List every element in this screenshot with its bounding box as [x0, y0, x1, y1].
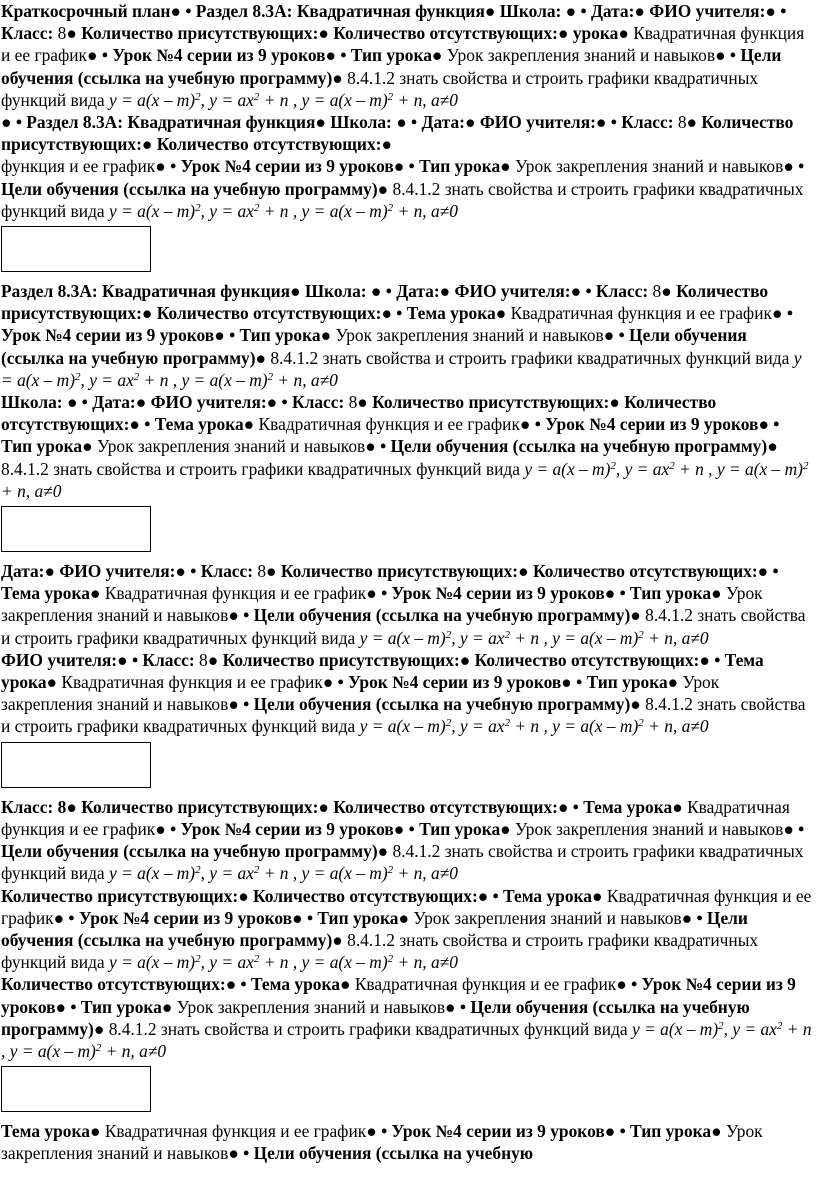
paragraph [0, 973, 812, 1062]
text-run: Цели обучения (ссылка на учебную [253, 1143, 534, 1164]
exponent: 2 [195, 201, 201, 214]
formula-text: + n , y = a(x – m) [259, 89, 388, 110]
text-run: ● • [771, 303, 793, 324]
formula-text: + n, a≠0 [273, 369, 338, 390]
formula-text: + n, a≠0 [1, 480, 62, 501]
formula-text: , y = ax [723, 1018, 777, 1039]
text-run: ● • [681, 907, 707, 928]
formula-text: + n , y = a(x – m) [510, 716, 639, 737]
text-run: Урок №4 серии из 9 уроков [545, 414, 759, 435]
formula-text: y = a(x – m) [109, 952, 196, 973]
formula-text: + n, a≠0 [643, 627, 709, 648]
formula-text: + n , y = a(x – m) [139, 369, 268, 390]
text-run: ● [459, 649, 475, 670]
text-run: Тип урока [630, 1121, 712, 1142]
text-run: Урок №4 серии из 9 уроков [348, 672, 562, 693]
text-run: ● • [393, 818, 420, 839]
formula-text: + n, a≠0 [643, 716, 709, 737]
exponent: 2 [267, 370, 274, 383]
text-run: ● [318, 23, 334, 44]
text-run: ● • [175, 561, 201, 582]
text-run: ● • [603, 325, 630, 346]
text-run: ● [339, 974, 355, 995]
text-run: ● • [266, 392, 292, 413]
text-run: Квадратичная функция и ее график [104, 583, 367, 604]
text-run: ● [711, 1121, 726, 1142]
text-run: Школа: [304, 281, 371, 302]
text-run: 8.4.1.2 знать свойства и строить графики квадратичных функций вида [1, 178, 804, 221]
text-run: Квадратичная функция и ее график [354, 974, 617, 995]
formula-text: + n , y = a(x – m) [510, 627, 639, 648]
text-run: 8.4.1.2 знать свойства и строить графики квадратичных функций вида [1, 67, 759, 110]
exponent: 2 [776, 1019, 783, 1032]
exponent: 2 [610, 459, 616, 472]
text-run: ● • [66, 392, 93, 413]
text-run: Класс: [200, 561, 258, 582]
text-run: 8.4.1.2 знать свойства и строить графики квадратичных функций вида [108, 1018, 633, 1039]
text-run: урока [572, 23, 619, 44]
text-run: Урок закрепления знаний и навыков [515, 818, 784, 839]
text-run: Тема урока [406, 303, 496, 324]
formula-text: + n , y = a(x – m) [1, 1018, 812, 1061]
text-run: 8.4.1.2 знать свойства и строить графики квадратичных функций вида [1, 605, 806, 648]
text-run: ● [238, 885, 254, 906]
text-run: ● • [228, 1143, 254, 1164]
text-run: ФИО учителя: [150, 392, 267, 413]
text-run: Урок закрепления знаний и навыков [515, 156, 784, 177]
text-run: ● [161, 996, 177, 1017]
exponent: 2 [195, 953, 201, 966]
text-run: ● [141, 134, 157, 155]
text-run: Дата: [92, 392, 136, 413]
text-run: ФИО учителя: [454, 281, 571, 302]
formula-text: y = a(x – m) [632, 1018, 719, 1039]
paragraph [0, 649, 812, 738]
text-run: ● • [228, 694, 254, 715]
formula-text: , y = ax [200, 863, 254, 884]
text-run: 8 [57, 796, 67, 817]
text-run: ● • [325, 45, 351, 66]
text-run: ● [398, 907, 414, 928]
text-run: Урок №4 серии из 9 уроков [78, 907, 293, 928]
text-run: Тип урока [419, 818, 501, 839]
text-run: ● [207, 649, 223, 670]
text-run: ● [484, 1, 500, 21]
text-run: ● [500, 818, 516, 839]
text-run: ● [255, 347, 271, 368]
paragraph [0, 796, 812, 885]
formula-text: , y = ax [451, 716, 505, 737]
blank-image-frame [1, 742, 151, 788]
text-run: Дата: [396, 281, 440, 302]
text-run: ● [464, 112, 480, 133]
text-run: ● [667, 672, 683, 693]
text-run: Урок №4 серии из 9 уроков [112, 45, 326, 66]
text-run: Тип урока [317, 907, 399, 928]
text-run: Тема урока [1, 649, 764, 693]
text-run: Количество присутствующих: [222, 649, 460, 670]
text-run: ● • [55, 996, 81, 1017]
text-run: 8.4.1.2 знать свойства и строить графики квадратичных функций вида [1, 841, 804, 884]
exponent: 2 [195, 90, 201, 103]
text-run: Цели обучения (ссылка на учебную программу) [1, 907, 748, 950]
text-run: Урок №4 серии из 9 уроков [1, 325, 215, 346]
text-run: Урок №4 серии из 9 уроков [391, 1121, 605, 1142]
text-run: Урок закрепления знаний и навыков [1, 672, 720, 715]
text-run: ● • [396, 112, 422, 133]
text-run: ● [243, 414, 259, 435]
text-run: ● • [228, 605, 254, 626]
text-run: Урок №4 серии из 9 уроков [180, 818, 394, 839]
exponent: 2 [445, 717, 452, 730]
text-run: функция и ее график [1, 156, 156, 177]
text-run: 8 [257, 561, 267, 582]
text-run: Класс: [621, 112, 678, 133]
formula-text: + n , y = a(x – m) [259, 863, 388, 884]
text-run: ● [500, 156, 516, 177]
text-run: ● [66, 796, 82, 817]
text-run: ● [672, 796, 688, 817]
text-run: Квадратичная функция и ее график [258, 414, 520, 435]
text-run: Цели обучения (ссылка на учебную программу) [1, 996, 750, 1039]
text-run: Урок закрепления знаний и навыков [176, 996, 446, 1017]
exponent: 2 [253, 864, 260, 877]
text-run: Урок закрепления знаний и навыков [96, 436, 366, 457]
text-run: Тип урока [586, 672, 668, 693]
text-run: ● • [765, 1, 787, 21]
text-run: Тема урока [503, 885, 592, 906]
exponent: 2 [669, 459, 675, 472]
text-run: Количество присутствующих: [1, 885, 239, 906]
blank-image-frame [1, 226, 151, 272]
text-run: Урок закрепления знаний и навыков [413, 907, 682, 928]
paragraph [0, 280, 812, 391]
text-run: Количество отсутствующих: [1, 974, 226, 995]
text-run: ● [66, 23, 82, 44]
text-run: ● • [557, 796, 584, 817]
text-run: ФИО учителя: [1, 649, 118, 670]
text-run: Урок закрепления знаний и навыков [335, 325, 604, 346]
formula-text: + n, a≠0 [393, 89, 458, 110]
exponent: 2 [504, 628, 510, 641]
text-run: ● [686, 112, 702, 133]
text-run: ● • [595, 112, 622, 133]
text-run: ● [381, 134, 392, 155]
text-run: Тип урока [419, 156, 501, 177]
text-run: Цели обучения (ссылка на учебную программу) [1, 178, 378, 199]
text-run: ● [46, 672, 62, 693]
text-run: Количество отсутствующих: [532, 561, 758, 582]
text-run: Количество присутствующих: [1, 281, 769, 324]
text-run: Дата: [590, 1, 635, 21]
blank-image-frame [1, 1066, 151, 1112]
exponent: 2 [387, 953, 394, 966]
text-run: Количество присутствующих: [372, 392, 610, 413]
text-run: ● [377, 841, 393, 862]
exponent: 2 [387, 90, 394, 103]
text-run: ● • [87, 45, 113, 66]
exponent: 2 [387, 864, 394, 877]
text-run: Квадратичная функция и ее график [104, 1121, 367, 1142]
paragraph [0, 111, 812, 222]
text-run: ● [357, 392, 373, 413]
formula-text: , y = ax [200, 89, 254, 110]
text-run: Квадратичная функция и ее график [510, 303, 772, 324]
text-run: Количество отсутствующих: [156, 303, 382, 324]
text-run: ● • [616, 974, 642, 995]
formula-text: y = a(x – m) [109, 863, 196, 884]
text-run: Квадратичная функция и ее график [1, 885, 812, 928]
formula-text: y = a(x – m) [359, 716, 446, 737]
text-run: 8 [348, 392, 358, 413]
text-run: ● • [53, 907, 79, 928]
text-run: Тип урока [350, 45, 432, 66]
text-run: ● • [370, 281, 397, 302]
text-run: ● • [565, 1, 591, 21]
formula-text: y = a(x – m) [109, 89, 196, 110]
formula-text: y = a(x – m) [1, 347, 802, 390]
exponent: 2 [75, 370, 81, 383]
text-run: 8 [677, 112, 687, 133]
exponent: 2 [95, 1041, 102, 1054]
text-run: ● • [519, 414, 546, 435]
text-run: Квадратичная функция и ее график [61, 672, 323, 693]
text-run: Тип урока [80, 996, 162, 1017]
paragraph [0, 1120, 812, 1164]
text-run: 8.4.1.2 знать свойства и строить графики квадратичных функций вида [1, 694, 806, 737]
text-run: ● [377, 178, 393, 199]
text-run: Количество отсутствующих: [474, 649, 700, 670]
text-run: ● • [445, 996, 471, 1017]
text-run: Цели обучения (ссылка на учебную программу) [253, 694, 631, 715]
text-run: ● [315, 112, 331, 133]
formula-text: , y = ax [200, 952, 254, 973]
text-run: Раздел 8.3А: Квадратичная функция [195, 1, 485, 21]
text-run: ● • [129, 414, 155, 435]
text-run: Тема урока [251, 974, 340, 995]
text-run: ● • [214, 325, 240, 346]
text-run: Школа: [1, 392, 67, 413]
text-run: Класс: [1, 796, 58, 817]
text-run: ● [661, 281, 677, 302]
text-run: Тема урока [583, 796, 673, 817]
exponent: 2 [253, 201, 260, 214]
exponent: 2 [253, 90, 260, 103]
text-run: Раздел 8.3А: Квадратичная функция [1, 281, 291, 302]
text-run: Раздел 8.3А: Квадратичная функция [26, 112, 316, 133]
exponent: 2 [638, 628, 644, 641]
text-run: ● [290, 281, 305, 302]
text-run: ● [266, 561, 281, 582]
text-run: 8.4.1.2 знать свойства и строить графики квадратичных функций вида [270, 347, 794, 368]
formula-text: y = a(x – m) [109, 200, 196, 221]
text-run: ● • [117, 649, 143, 670]
exponent: 2 [133, 370, 140, 383]
text-run: Школа: [330, 112, 397, 133]
paragraph [0, 560, 812, 649]
text-run: ● [318, 796, 334, 817]
text-run: Краткосрочный план [1, 1, 171, 21]
exponent: 2 [445, 628, 452, 641]
text-run: Урок закрепления знаний и навыков [446, 45, 716, 66]
blank-image-frame [1, 506, 151, 552]
text-run: ● [93, 1018, 109, 1039]
text-run: Количество отсутствующих: [333, 23, 558, 44]
text-run: ● [89, 583, 105, 604]
text-run: Цели обучения (ссылка на учебную программу) [1, 325, 747, 368]
formula-text: + n, a≠0 [393, 200, 458, 221]
formula-text: y = a(x – m) [524, 458, 611, 479]
formula-text: y = a(x – m) [359, 627, 446, 648]
text-run: ● • [366, 583, 392, 604]
paragraph [0, 391, 812, 502]
text-run: 8.4.1.2 знать свойства и строить графики квадратичных функций вида [1, 458, 525, 479]
text-run: Тема урока [1, 1121, 90, 1142]
text-run: 8 [199, 649, 208, 670]
text-run: Дата: [421, 112, 465, 133]
text-run: ● • [381, 303, 407, 324]
text-run: Класс: [1, 23, 58, 44]
text-run: Квадратичная функция и ее график [1, 23, 805, 66]
text-run: ● • [783, 156, 805, 177]
text-run: Школа: [499, 1, 566, 21]
text-run: ● • [604, 583, 631, 604]
text-run: ● • [155, 818, 181, 839]
text-run: ФИО учителя: [479, 112, 596, 133]
text-run: Количество отсутствующих: [156, 134, 382, 155]
text-run: ● • [758, 414, 780, 435]
text-run: ● • [366, 1121, 392, 1142]
text-run: Тип урока [239, 325, 321, 346]
text-run: Тема урока [1, 583, 90, 604]
text-run: Количество присутствующих: [280, 561, 519, 582]
text-run: Тема урока [154, 414, 244, 435]
text-run: ● [439, 281, 455, 302]
exponent: 2 [253, 953, 260, 966]
text-run: ● • [783, 818, 805, 839]
text-run: Количество отсутствующих: [333, 796, 558, 817]
text-run: Класс: [142, 649, 200, 670]
text-run: ● [332, 929, 348, 950]
text-run: ● [630, 694, 646, 715]
text-run: Дата: [1, 561, 45, 582]
text-run: ● [82, 436, 97, 457]
text-run: ● • [225, 974, 251, 995]
text-run: ФИО учителя: [59, 561, 176, 582]
text-run: ● [332, 67, 348, 88]
text-run: ● • [570, 281, 596, 302]
exponent: 2 [387, 201, 394, 214]
exponent: 2 [718, 1019, 724, 1032]
formula-text: , y = ax [200, 200, 254, 221]
exponent: 2 [638, 717, 644, 730]
paragraph [0, 885, 812, 974]
text-run: ФИО учителя: [649, 1, 766, 21]
text-run: Тип урока [630, 583, 712, 604]
text-run: ● • [155, 156, 181, 177]
text-run: Урок закрепления знаний и навыков [1, 1121, 763, 1164]
text-run: ● • [292, 907, 318, 928]
formula-text: , y = ax [615, 458, 670, 479]
text-run: ● [618, 23, 634, 44]
text-run: Количество присутствующих: [81, 23, 319, 44]
text-run: ● [89, 1121, 105, 1142]
text-run: 8 [57, 23, 67, 44]
text-run: ● [609, 392, 625, 413]
exponent: 2 [195, 864, 201, 877]
text-run: ● [320, 325, 336, 346]
text-run: ● • [322, 672, 349, 693]
text-run: ● [557, 23, 573, 44]
text-run: ● [44, 561, 60, 582]
text-run: ● [495, 303, 511, 324]
text-run: ● • [170, 1, 196, 21]
text-run: Тип урока [1, 436, 83, 457]
text-run: ● • [365, 436, 391, 457]
text-run: Цели обучения (ссылка на учебную программу) [253, 605, 631, 626]
text-run: ● [711, 583, 726, 604]
formula-text: + n, a≠0 [393, 863, 458, 884]
text-run: ● [141, 303, 157, 324]
text-run: Класс: [595, 281, 653, 302]
text-run: Количество отсутствующих: [1, 392, 717, 435]
formula-text: + n , y = a(x – m) [259, 952, 388, 973]
text-run: ● • [1, 112, 27, 133]
text-run: Цели обучения (ссылка на учебную программу) [1, 45, 782, 88]
text-run: ● [135, 392, 151, 413]
paragraph [0, 0, 812, 111]
text-run: Цели обучения (ссылка на учебную программу) [390, 436, 768, 457]
text-run: ● • [757, 561, 779, 582]
text-run: ● • [604, 1121, 631, 1142]
text-run: ● • [699, 649, 725, 670]
text-run: Квадратичная функция и ее график [1, 796, 790, 839]
text-run: Урок закрепления знаний и навыков [1, 583, 763, 626]
text-run: ● • [715, 45, 741, 66]
formula-text: , y = ax [451, 627, 505, 648]
text-run: ● [592, 885, 607, 906]
text-run: Урок №4 серии из 9 уроков [180, 156, 394, 177]
text-run: Урок №4 серии из 9 уроков [1, 974, 796, 1017]
text-run: ● [431, 45, 447, 66]
exponent: 2 [802, 459, 809, 472]
formula-text: , y = ax [80, 369, 134, 390]
text-run: Количество отсутствующих: [253, 885, 478, 906]
text-run: ● • [477, 885, 504, 906]
text-run: ● • [393, 156, 420, 177]
text-run: Урок №4 серии из 9 уроков [391, 583, 605, 604]
text-run: Цели обучения (ссылка на учебную программу) [1, 841, 378, 862]
text-run: ● [630, 605, 646, 626]
text-run: 8.4.1.2 знать свойства и строить графики квадратичных функций вида [1, 929, 759, 973]
text-run: ● [634, 1, 650, 21]
text-run: Количество присутствующих: [1, 112, 794, 155]
text-run: ● • [561, 672, 587, 693]
exponent: 2 [504, 717, 510, 730]
formula-text: + n , y = a(x – m) [259, 200, 388, 221]
text-run: 8 [652, 281, 662, 302]
text-run: Класс: [291, 392, 349, 413]
text-run: Количество присутствующих: [81, 796, 319, 817]
text-run: ● [518, 561, 533, 582]
formula-text: + n, a≠0 [101, 1040, 167, 1061]
text-run: ● [767, 436, 778, 457]
formula-text: + n, a≠0 [393, 952, 458, 973]
formula-text: + n , y = a(x – m) [674, 458, 803, 479]
